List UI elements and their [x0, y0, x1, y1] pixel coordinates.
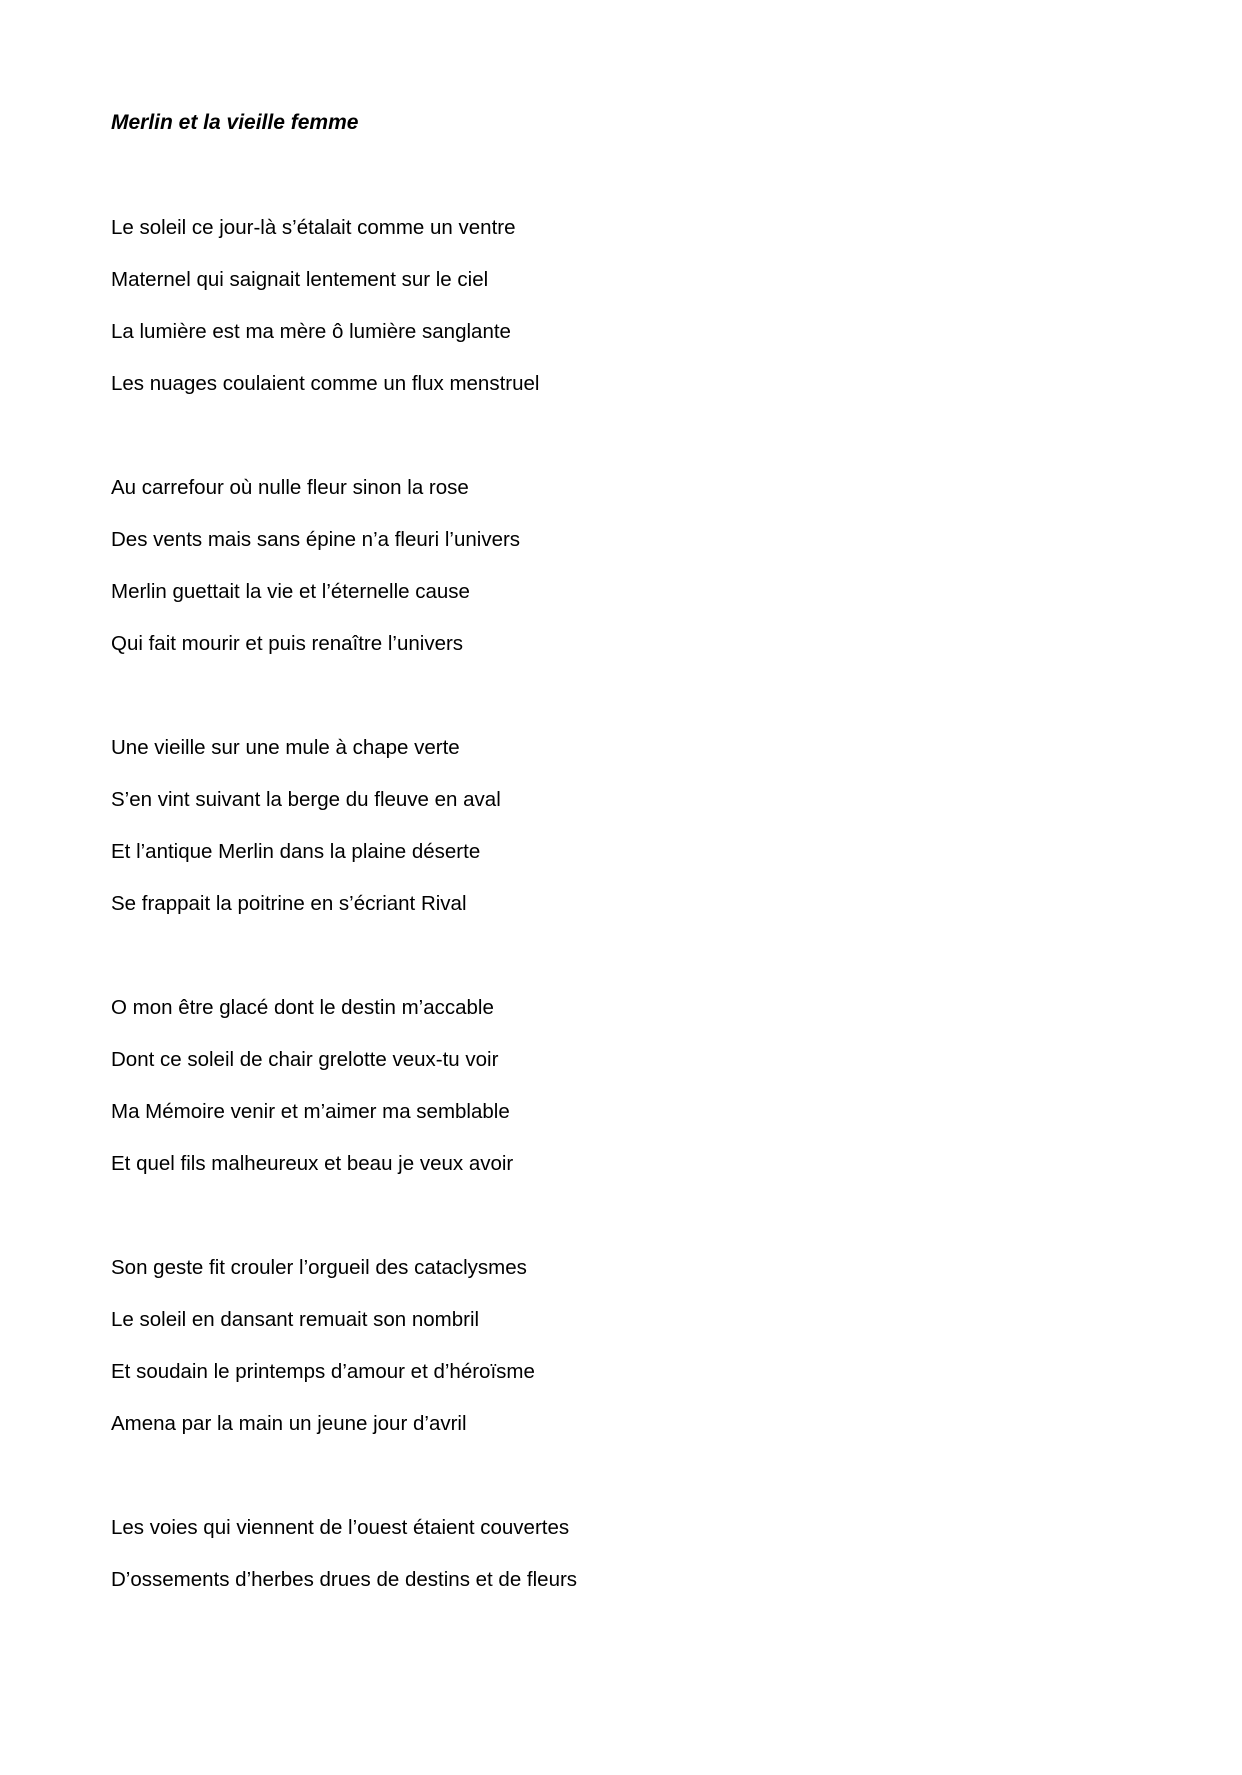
stanza-1: [111, 215, 1111, 475]
poem-line: La lumière est ma mère ô lumière sanglante: [111, 320, 511, 343]
stanza-3: [111, 735, 1111, 995]
poem: [111, 110, 1111, 1591]
poem-line: Les voies qui viennent de l’ouest étaient couvertes: [111, 1516, 570, 1539]
poem-line: Amena par la main un jeune jour d’avril: [111, 1412, 467, 1435]
stanza-4: [111, 995, 1111, 1255]
poem-line: Les nuages coulaient comme un flux menstruel: [111, 372, 540, 395]
poem-line: Des vents mais sans épine n’a fleuri l’univers: [111, 528, 521, 551]
poem-line: Ma Mémoire venir et m’aimer ma semblable: [111, 1100, 510, 1123]
poem-line: Le soleil ce jour-là s’étalait comme un ventre: [111, 216, 516, 239]
poem-line: Et l’antique Merlin dans la plaine déserte: [111, 840, 481, 863]
poem-line: Merlin guettait la vie et l’éternelle cause: [111, 580, 470, 603]
poem-line: Son geste fit crouler l’orgueil des cataclysmes: [111, 1256, 527, 1279]
poem-line: O mon être glacé dont le destin m’accable: [111, 996, 494, 1019]
poem-line: Qui fait mourir et puis renaître l’univers: [111, 632, 464, 655]
poem-line: Et soudain le printemps d’amour et d’héroïsme: [111, 1360, 535, 1383]
stanza-6: [111, 1515, 1111, 1775]
poem-line: Et quel fils malheureux et beau je veux avoir: [111, 1152, 514, 1175]
poem-line: Dont ce soleil de chair grelotte veux-tu voir: [111, 1048, 499, 1071]
poem-line: Une vieille sur une mule à chape verte: [111, 736, 460, 759]
poem-line: Maternel qui saignait lentement sur le ciel: [111, 268, 489, 291]
poem-body: [111, 215, 1111, 1775]
stanza-2: [111, 475, 1111, 735]
poem-line: D’ossements d’herbes drues de destins et de fleurs: [111, 1568, 578, 1591]
poem-line: S’en vint suivant la berge du fleuve en aval: [111, 788, 501, 811]
poem-line: Au carrefour où nulle fleur sinon la rose: [111, 476, 469, 499]
stanza-5: [111, 1255, 1111, 1515]
poem-title: Merlin et la vieille femme: [111, 111, 359, 134]
poem-line: Se frappait la poitrine en s’écriant Rival: [111, 892, 467, 915]
poem-line: Le soleil en dansant remuait son nombril: [111, 1308, 480, 1331]
